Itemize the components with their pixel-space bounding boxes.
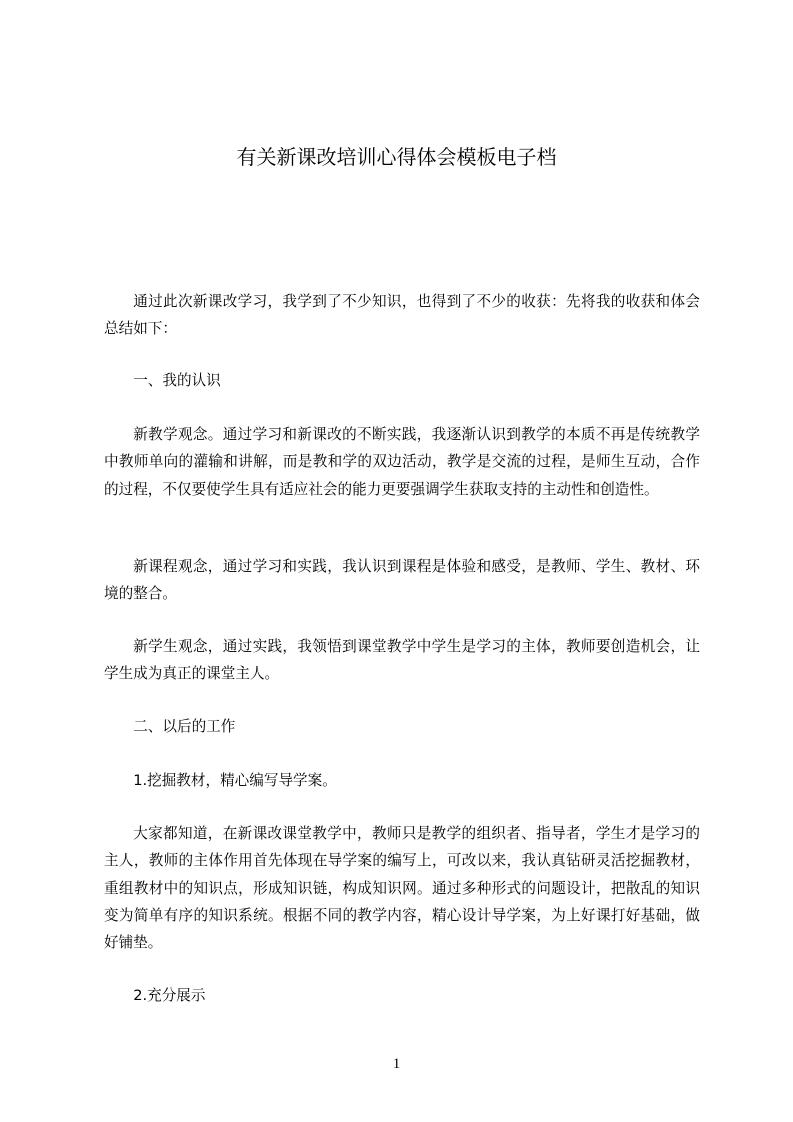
subheading-full-display: 2.充分展示 xyxy=(133,987,206,1004)
section-heading-future-work: 二、以后的工作 xyxy=(133,718,236,735)
paragraph-guided-learning-plan: 大家都知道，在新课改课堂教学中，教师只是教学的组织者、指导者，学生才是学习的主人，教师的主体作用首先体现在导学案的编写上，可改以来，我认真钻研灵活挖掘教材，重组教材中的知识点，形成知识链，构成知识网。通过多种形式的问题设计，把散乱的知识变为简单有序的知识系统。根据不同的教学内容，精心设计导学案，为上好课打好基础，做好铺垫。 xyxy=(104,825,700,952)
document-title: 有关新课改培训心得体会模板电子档 xyxy=(236,145,557,169)
section-heading-my-understanding: 一、我的认识 xyxy=(133,372,221,389)
paragraph-new-teaching-concept: 新教学观念。通过学习和新课改的不断实践，我逐渐认识到教学的本质不再是传统教学中教师单向的灌输和讲解，而是教和学的双边活动，教学是交流的过程，是师生互动，合作的过程，不仅要使学生具有适应社会的能力更要强调学生获取支持的主动性和创造性。 xyxy=(104,426,700,498)
paragraph-new-student-concept: 新学生观念，通过实践，我领悟到课堂教学中学生是学习的主体，教师要创造机会，让学生成为真正的课堂主人。 xyxy=(104,638,700,683)
paragraph-new-curriculum-concept: 新课程观念，通过学习和实践，我认识到课程是体验和感受，是教师、学生、教材、环境的整合。 xyxy=(104,558,700,603)
subheading-explore-materials: 1.挖掘教材，精心编写导学案。 xyxy=(133,772,337,789)
page-number: 1 xyxy=(392,1056,401,1072)
intro-paragraph: 通过此次新课改学习，我学到了不少知识，也得到了不少的收获：先将我的收获和体会总结如下： xyxy=(104,293,700,338)
